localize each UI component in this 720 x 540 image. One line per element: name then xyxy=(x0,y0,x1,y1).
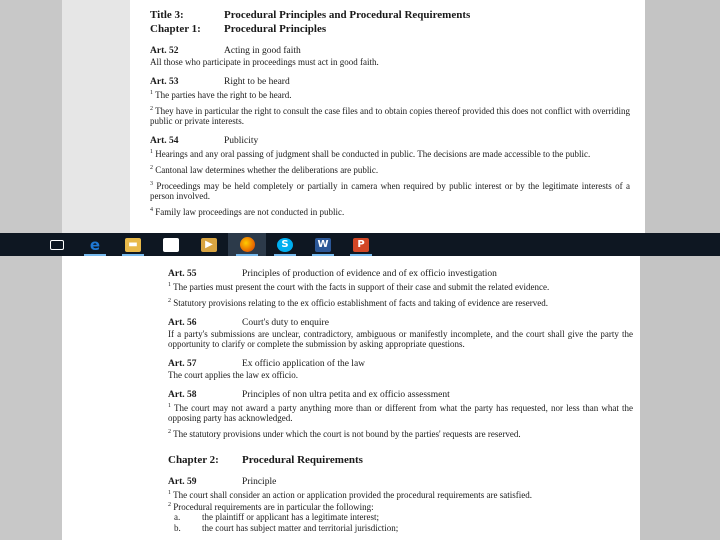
article-number: Art. 55 xyxy=(168,269,197,279)
paragraph-text: The statutory provisions under which the court is not bound by the parties' requests are reserved. xyxy=(173,429,521,439)
taskbar-task-view-button[interactable] xyxy=(38,233,76,256)
article-number: Art. 54 xyxy=(150,136,179,146)
article-paragraph: $^2$ Cantonal law determines whether the deliberations are public. xyxy=(150,165,379,175)
article-number: Art. 57 xyxy=(168,359,197,369)
taskbar-media-player-button[interactable] xyxy=(190,233,228,256)
taskbar-powerpoint-button[interactable] xyxy=(342,233,380,256)
article-heading xyxy=(168,389,633,401)
store-icon xyxy=(163,238,179,252)
list-letter: a. xyxy=(174,512,181,522)
article-paragraph: The court applies the law ex officio. xyxy=(168,370,299,380)
title-row xyxy=(150,8,630,22)
article-number: Art. 58 xyxy=(168,390,197,400)
article-paragraph: $^1$ The parties must present the court with the facts in support of their case and submit the related evidence. xyxy=(168,282,550,292)
article-heading xyxy=(168,476,633,488)
article-title: Ex officio application of the law xyxy=(242,359,366,369)
paragraph-text: Family law proceedings are not conducted in public. xyxy=(155,207,345,217)
taskbar-store-button[interactable] xyxy=(152,233,190,256)
chapter-text: Procedural Principles xyxy=(224,23,327,35)
taskbar-firefox-button[interactable] xyxy=(228,233,266,256)
article-number: Art. 52 xyxy=(150,46,179,56)
list-item xyxy=(168,523,633,534)
article-paragraph: $^1$ The court may not award a party anything more than or different from what the party has requested, nor less than what the opposing party has acknowledged. xyxy=(168,403,633,423)
taskbar-skype-button[interactable] xyxy=(266,233,304,256)
task-view-icon xyxy=(50,240,64,250)
paragraph-text: Cantonal law determines whether the deliberations are public. xyxy=(155,165,379,175)
title-text: Procedural Principles and Procedural Requirements xyxy=(224,9,471,21)
paragraph-text: Procedural requirements are in particular the following: xyxy=(173,502,374,512)
chapter-text: Procedural Requirements xyxy=(242,454,363,466)
paragraph-text: The court may not award a party anything more than or different from what the party has requested, nor less than what the opposing party has acknowledged. xyxy=(168,403,633,423)
media-player-icon: ▶ xyxy=(201,238,217,252)
article-paragraph: $^3$ Proceedings may be held completely or partially in camera when required by public interest or by the legitimate interests of a person involved. xyxy=(150,181,631,201)
word-icon: W xyxy=(315,238,331,252)
article-heading xyxy=(150,135,630,147)
paragraph-text: Proceedings may be held completely or partially in camera when required by public interest or by the legitimate interests of a person involved. xyxy=(150,181,631,201)
slide-right-margin xyxy=(640,0,720,540)
skype-icon: S xyxy=(277,238,293,252)
chapter-row xyxy=(168,453,633,467)
article-heading xyxy=(168,268,633,280)
article-paragraph: All those who participate in proceedings must act in good faith. xyxy=(150,57,379,67)
article-number: Art. 53 xyxy=(150,77,179,87)
paragraph-text: Statutory provisions relating to the ex officio establishment of facts and taking of evidence are reserved. xyxy=(173,298,548,308)
slide-left-margin xyxy=(0,0,62,540)
article-title: Court's duty to enquire xyxy=(242,318,329,328)
file-explorer-icon: ▬ xyxy=(125,238,141,252)
title-label: Title 3: xyxy=(150,9,184,21)
document-page-top xyxy=(130,0,645,233)
article-title: Publicity xyxy=(224,136,259,146)
edge-icon: e xyxy=(89,235,101,254)
article-number: Art. 56 xyxy=(168,318,197,328)
article-heading xyxy=(168,358,633,370)
article-heading xyxy=(150,76,630,88)
paragraph-text: The parties have the right to be heard. xyxy=(155,90,292,100)
article-paragraph: $^4$ Family law proceedings are not conducted in public. xyxy=(150,207,345,217)
paragraph-text: The court shall consider an action or application provided the procedural requirements are satisfied. xyxy=(173,490,532,500)
paragraph-text: Hearings and any oral passing of judgment shall be conducted in public. The decisions are made accessible to the public. xyxy=(155,149,591,159)
article-paragraph: $^2$ They have in particular the right to consult the case files and to obtain copies thereof provided this does not conflict with overriding public or private interests. xyxy=(150,106,631,126)
document-page-bottom xyxy=(62,256,640,540)
list-letter: b. xyxy=(174,522,181,533)
article-paragraph: $^1$ The court shall consider an action or application provided the procedural requirements are satisfied. xyxy=(168,490,532,500)
paragraph-text: They have in particular the right to consult the case files and to obtain copies thereof provided this does not conflict with overriding public or private interests. xyxy=(150,106,631,126)
list-text: the plaintiff or applicant has a legitimate interest; xyxy=(202,512,380,522)
article-paragraph: $^1$ Hearings and any oral passing of judgment shall be conducted in public. The decisions are made accessible to the public. xyxy=(150,149,591,159)
article-number: Art. 59 xyxy=(168,477,197,487)
taskbar xyxy=(0,233,720,256)
article-paragraph: $^1$ The parties have the right to be heard. xyxy=(150,90,292,100)
article-heading xyxy=(168,317,633,329)
article-title: Principles of production of evidence and of ex officio investigation xyxy=(242,269,497,279)
paragraph-text: The parties must present the court with the facts in support of their case and submit the related evidence. xyxy=(173,282,550,292)
slide-top-left-bg xyxy=(62,0,130,233)
article-title: Principles of non ultra petita and ex officio assessment xyxy=(242,390,450,400)
chapter-label: Chapter 2: xyxy=(168,454,219,466)
chapter-label: Chapter 1: xyxy=(150,23,201,35)
article-title: Right to be heard xyxy=(224,77,290,87)
article-title: Acting in good faith xyxy=(224,46,301,56)
article-title: Principle xyxy=(242,477,277,487)
article-paragraph: $^2$ Statutory provisions relating to the ex officio establishment of facts and taking of evidence are reserved. xyxy=(168,298,548,308)
article-paragraph: $^2$ The statutory provisions under which the court is not bound by the parties' requests are reserved. xyxy=(168,429,521,439)
taskbar-word-button[interactable] xyxy=(304,233,342,256)
article-paragraph: If a party's submissions are unclear, contradictory, ambiguous or manifestly incomplete, and the court shall give the party the opportunity to clarify or complete the submission by asking appropriate questions. xyxy=(168,329,633,349)
taskbar-file-explorer-button[interactable] xyxy=(114,233,152,256)
taskbar-edge-button[interactable] xyxy=(76,233,114,256)
article-heading xyxy=(150,45,630,57)
chapter-row xyxy=(150,22,630,36)
firefox-icon xyxy=(240,237,255,252)
article-paragraph: $^2$ Procedural requirements are in particular the following: xyxy=(168,502,374,512)
powerpoint-icon: P xyxy=(353,238,369,252)
list-text: the court has subject matter and territorial jurisdiction; xyxy=(202,522,399,533)
list-item xyxy=(168,512,633,523)
